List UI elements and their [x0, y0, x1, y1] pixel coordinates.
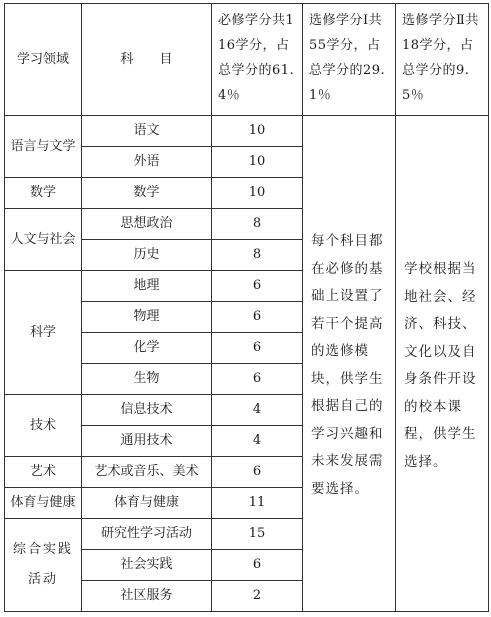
- subject-cell: 体育与健康: [82, 488, 212, 519]
- credits-cell: 10: [212, 178, 303, 209]
- credits-cell: 6: [212, 302, 303, 333]
- credits-cell: 10: [212, 116, 303, 147]
- credits-cell: 6: [212, 333, 303, 364]
- area-language: 语言与文学: [5, 116, 82, 178]
- subject-cell: 通用技术: [82, 426, 212, 457]
- subject-cell: 历史: [82, 240, 212, 271]
- subject-cell: 外语: [82, 147, 212, 178]
- credits-cell: 8: [212, 240, 303, 271]
- credits-cell: 4: [212, 426, 303, 457]
- subject-cell: 物理: [82, 302, 212, 333]
- table-row: [5, 116, 489, 147]
- subject-cell: 信息技术: [82, 395, 212, 426]
- credits-cell: 6: [212, 364, 303, 395]
- elective2-note: 学校根据当地社会、经济、科技、文化以及自身条件开设的校本课程，供学生选择。: [396, 116, 489, 612]
- credits-cell: 15: [212, 519, 303, 550]
- credits-cell: 4: [212, 395, 303, 426]
- header-elective1: 选修学分Ⅰ共55学分，占总学分的29.1％: [303, 4, 396, 116]
- subject-cell: 社区服务: [82, 581, 212, 612]
- area-practice: [5, 519, 82, 612]
- header-subject: 科 目: [82, 4, 212, 116]
- elective1-note: 每个科目都在必修的基础上设置了若干个提高的选修模块，供学生根据自己的学习兴趣和未来发展需要选择。: [303, 116, 396, 612]
- area-math: 数学: [5, 178, 82, 209]
- subject-cell: 语文: [82, 116, 212, 147]
- subject-cell: 研究性学习活动: [82, 519, 212, 550]
- subject-cell: 生物: [82, 364, 212, 395]
- subject-cell: 地理: [82, 271, 212, 302]
- area-practice-label: 综合实践活动: [12, 542, 73, 587]
- credits-cell: 6: [212, 550, 303, 581]
- header-row: [5, 4, 489, 116]
- credits-cell: 8: [212, 209, 303, 240]
- subject-cell: 数学: [82, 178, 212, 209]
- header-elective2: 选修学分Ⅱ共18学分，占总学分的9.5％: [396, 4, 489, 116]
- header-required: 必修学分共116学分，占总学分的61.4％: [212, 4, 303, 116]
- credits-cell: 6: [212, 457, 303, 488]
- credits-cell: 2: [212, 581, 303, 612]
- area-pe: 体育与健康: [5, 488, 82, 519]
- subject-cell: 艺术或音乐、美术: [82, 457, 212, 488]
- header-area: 学习领域: [5, 4, 82, 116]
- credits-cell: 6: [212, 271, 303, 302]
- subject-cell: 社会实践: [82, 550, 212, 581]
- area-technology: 技术: [5, 395, 82, 457]
- subject-cell: 化学: [82, 333, 212, 364]
- area-humanities: 人文与社会: [5, 209, 82, 271]
- credits-cell: 10: [212, 147, 303, 178]
- curriculum-table: [4, 3, 489, 612]
- area-science: 科学: [5, 271, 82, 395]
- subject-cell: 思想政治: [82, 209, 212, 240]
- credits-cell: 11: [212, 488, 303, 519]
- area-arts: 艺术: [5, 457, 82, 488]
